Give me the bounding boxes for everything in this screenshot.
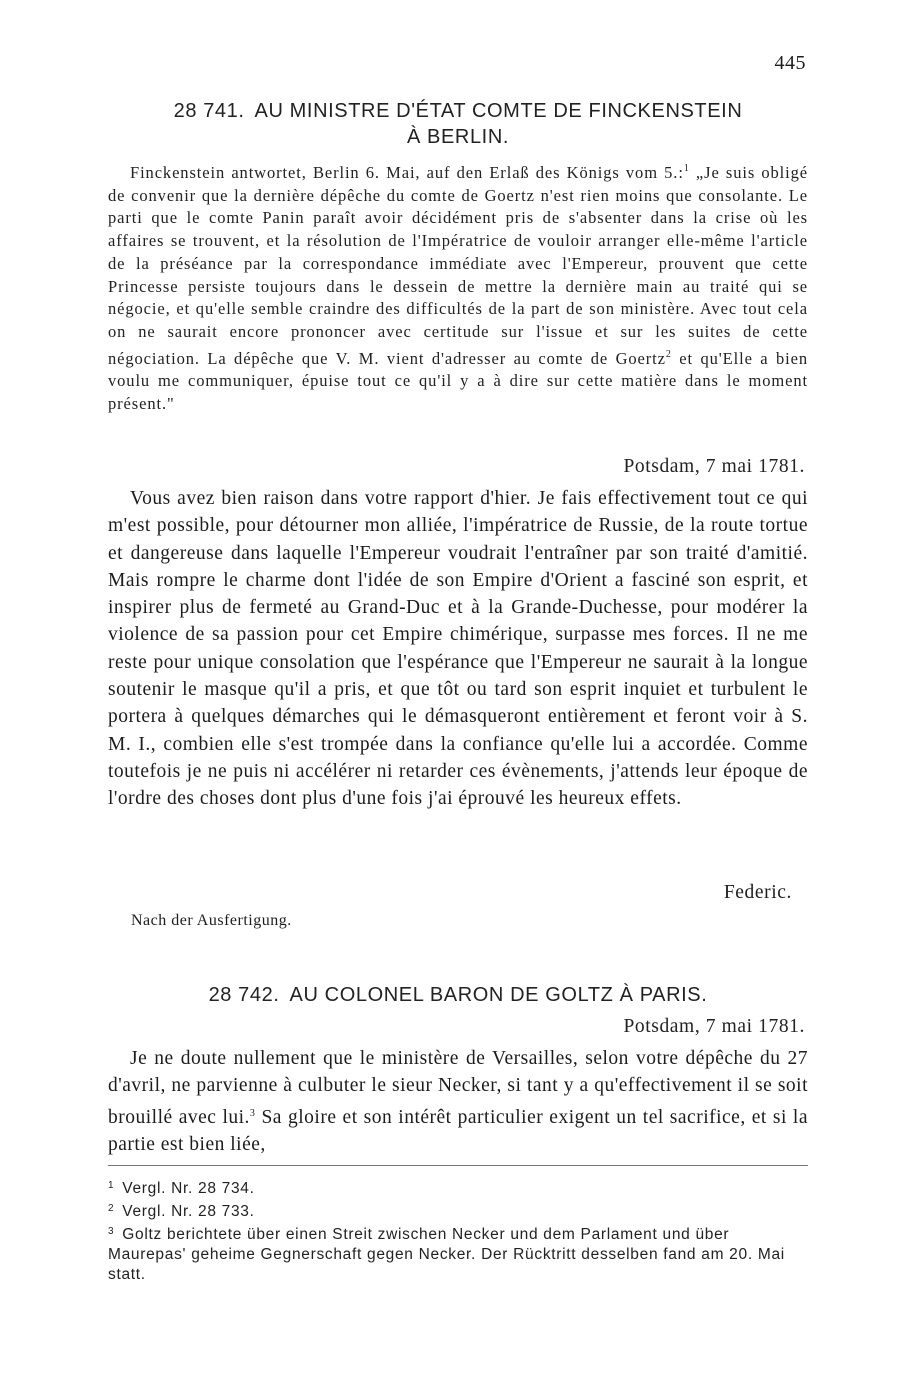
letter-body: Vous avez bien raison dans votre rapport d'hier. Je fais effectivement tout ce qui m'est possible, pour détourner mon alliée, l'impératrice de Russie, de la route tortue et dangereuse dans laquelle l'Empereur voudrait l'entraîner par son traité d'amitié. Mais rompre le charme dont l'idée de son Empire d'Orient a fasciné son esprit, et inspirer plus de fermeté au Grand-Duc et à la Grande-Duchesse, pour modérer la violence de sa passion pour cet Empire chimérique, surpasse mes forces. Il ne me reste pour unique consolation que l'espérance que l'Empereur ne saurait à la longue soutenir le masque qu'il a pris, et que tôt ou tard son esprit inquiet et turbulent le portera à quelques démarches qui le démasqueront entièrement et feront voir à S. M. I., combien elle s'est trompée dans la confiance qu'elle lui a accordée. Comme toutefois je ne puis ni accélérer ni retarder ces évènements, j'attends leur époque de l'ordre des choses dont plus d'une fois j'ai éprouvé les heureux effets. — [108, 488, 808, 810]
letter-body — [108, 1045, 808, 1158]
body-text-a: Je ne doute nullement que le ministère de Versailles, selon votre dépêche du 27 d'avril, ne parvienne à culbuter le sieur Necker, si tant y a qu'effectivement il se soit brouillé avec lui. — [108, 1048, 808, 1128]
footnote-ref: 3 — [249, 1107, 256, 1119]
body-text-b: Sa gloire et son intérêt particulier exigent un tel sacrifice, et si la partie est bien liée, — [108, 1106, 808, 1155]
footnote-ref: 2 — [665, 348, 672, 360]
heading-line-1 — [108, 98, 808, 124]
summary-quote-b: et qu'Elle a bien voulu me communiquer, épuise tout ce qu'il y a à dire sur cette matière dans le moment présent." — [108, 348, 808, 414]
page-number: 445 — [774, 52, 806, 74]
dateline: Potsdam, 7 mai 1781. — [623, 456, 805, 477]
footnote-1: $^1$ Vergl. Nr. 28 734. — [108, 1180, 255, 1197]
summary-paragraph — [108, 158, 808, 416]
summary-quote-a: „Je suis obligé de convenir que la dernière dépêche du comte de Goertz n'est rien moins que consolante. Le parti que le comte Panin paraît avoir décidément pris de s'absenter dans la crise où les affaires se trouvent, et la résolution de l'Impératrice de vouloir arranger elle-même l'article de la préséance par la correspondance immédiate avec l'Empereur, prouvent que cette Princesse persiste toujours dans le dessein de mettre la dernière main au traité qui se négocie, et qu'elle semble craindre des difficultés de la part de son ministère. Avec tout cela on ne saurait encore prononcer avec certitude sur l'issue et sur les suites de cette négociation. La dépêche que V. M. vient d'adresser au comte de Goertz — [108, 163, 808, 368]
source-note: Nach der Ausfertigung. — [131, 912, 292, 929]
footnote-rule — [108, 1165, 808, 1166]
letter-heading-28741 — [108, 98, 808, 150]
footnote-2: $^2$ Vergl. Nr. 28 733. — [108, 1203, 255, 1220]
signature: Federic. — [723, 882, 792, 903]
summary-intro: Finckenstein antwortet, Berlin 6. Mai, auf den Erlaß des Königs vom 5.: — [130, 163, 684, 182]
dateline: Potsdam, 7 mai 1781. — [623, 1016, 805, 1037]
letter-number: 28 742. — [208, 984, 280, 1006]
footnote-ref: 1 — [683, 163, 690, 174]
letter-number: 28 741. — [173, 100, 245, 122]
heading-line-2: À BERLIN. — [406, 126, 510, 148]
footnote-3: $^3$ Goltz berichtete über einen Streit zwischen Necker und dem Parlament und über Maurepas' geheime Gegnerschaft gegen Necker. Der Rücktritt desselben fand am 20. Mai statt. — [108, 1226, 785, 1283]
footnotes — [108, 1176, 808, 1285]
letter-title: AU COLONEL BARON DE GOLTZ À PARIS. — [289, 984, 708, 1006]
letter-heading-28742 — [108, 982, 808, 1008]
letter-title: AU MINISTRE D'ÉTAT COMTE DE FINCKENSTEIN — [254, 100, 743, 122]
